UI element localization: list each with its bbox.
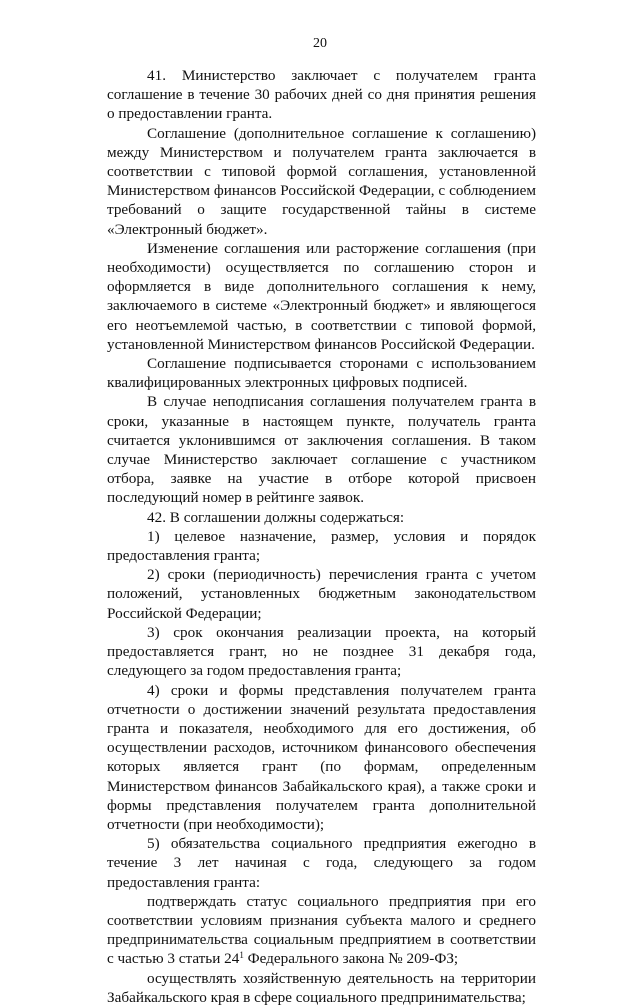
confirm-status-law: Федерального закона № 209-ФЗ; (243, 950, 459, 968)
article-superscript: 1 (239, 950, 244, 961)
paragraph-agreement-form: Соглашение (дополнительное соглашение к соглашению) между Министерством и получателем гранта заключается в соответствии с типовой формой соглашения, установленной Министерством финансов Российской Федерации, с соблюдением требований о защите государственной тайны в системе «Электронный бюджет». (107, 124, 536, 238)
list-item-5: 5) обязательства социального предприятия ежегодно в течение 3 лет начиная с года, следующего за годом предоставления гранта: (107, 835, 536, 891)
list-item-4: 4) сроки и формы представления получателем гранта отчетности о достижении значений результата предоставления гранта и показателя, необходимого для его достижения, об осуществлении расходов, источником финансового обеспечения которых является грант (по формам, определенным Министерством финансов Забайкальского края), а также сроки и формы представления получателем гранта дополнительной отчетности (при необходимости); (107, 681, 536, 833)
paragraph-42: 42. В соглашении должны содержаться: (147, 508, 405, 526)
confirm-status-text: подтверждать статус социального предприятия при его соответствии условиям признания субъекта малого и среднего предпринимательства социальным предприятием в соответствии с частью 3 статьи 24 (107, 892, 536, 968)
document-body (107, 66, 536, 1007)
paragraph-signatures: Соглашение подписывается сторонами с использованием квалифицированных электронных цифровых подписей. (107, 355, 536, 392)
paragraph-confirm-status (107, 892, 536, 969)
paragraph-economic-activity: осуществлять хозяйственную деятельность на территории Забайкальского края в сфере социального предпринимательства; (107, 969, 536, 1006)
paragraph-agreement-change: Изменение соглашения или расторжение соглашения (при необходимости) осуществляется по соглашению сторон и оформляется в виде дополнительного соглашения к нему, заключаемого в системе «Электронный бюджет» и являющегося его неотъемлемой частью, в соответствии с типовой формой, установленной Министерством финансов Российской Федерации. (107, 239, 536, 353)
paragraph-41: 41. Министерство заключает с получателем гранта соглашение в течение 30 рабочих дней со дня принятия решения о предоставлении гранта. (107, 67, 536, 123)
list-item-2: 2) сроки (периодичность) перечисления гранта с учетом положений, установленных бюджетным законодательством Российской Федерации; (107, 566, 536, 622)
paragraph-non-signing: В случае неподписания соглашения получателем гранта в сроки, указанные в настоящем пункте, получатель гранта считается уклонившимся от заключения соглашения. В таком случае Министерство заключает соглашение с участником отбора, заявке на участие в отборе которой присвоен последующий номер в рейтинге заявок. (107, 393, 536, 507)
list-item-1: 1) целевое назначение, размер, условия и порядок предоставления гранта; (107, 527, 536, 565)
page-number: 20 (313, 36, 327, 51)
list-item-3: 3) срок окончания реализации проекта, на который предоставляется грант, но не позднее 31 декабря года, следующего за годом предоставления гранта; (107, 623, 536, 680)
